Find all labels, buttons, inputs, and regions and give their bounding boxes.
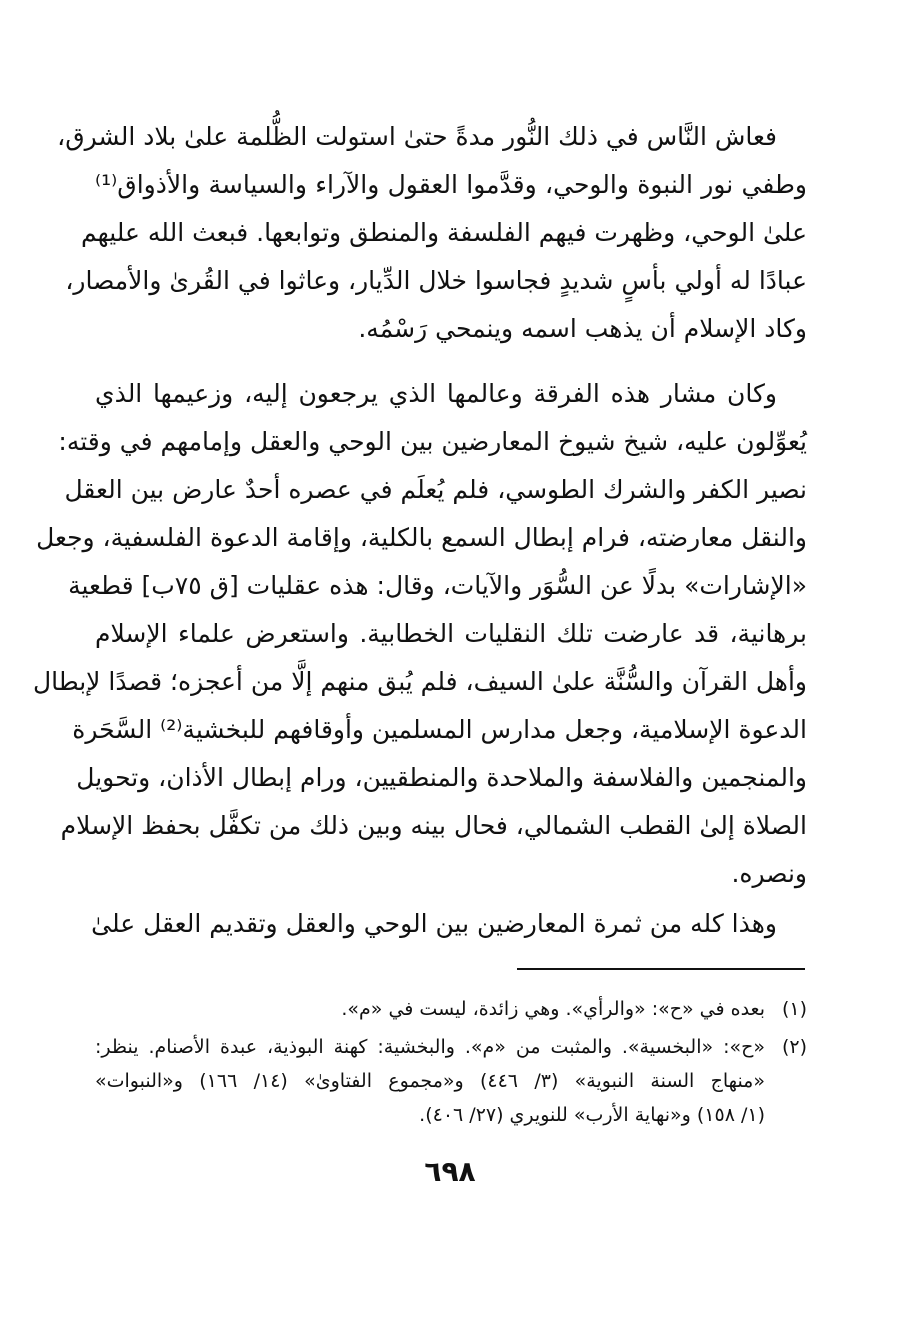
footnotes: [95, 992, 807, 1132]
footnote-line: بعده في «ح»: «والرأي». وهي زائدة، ليست في «م».: [341, 998, 765, 1020]
text-line: «الإشارات» بدلًا عن السُّوَر والآيات، وقال: هذه عقليات [ق ٧٥ب] قطعية: [68, 571, 807, 600]
text-line: وطفي نور النبوة والوحي، وقدَّموا العقول والآراء والسياسة والأذواق⁽¹⁾: [95, 170, 807, 199]
footnote-separator: [517, 968, 805, 970]
text-line: والنقل معارضته، فرام إبطال السمع بالكلية، وإقامة الدعوة الفلسفية، وجعل: [36, 523, 807, 552]
text-line: وأهل القرآن والسُّنَّة علىٰ السيف، فلم يُبق منهم إلَّا من أعجزه؛ قصدًا لإبطال: [32, 667, 807, 696]
text-line: وكان مشار هذه الفرقة وعالمها الذي يرجعون إليه، وزعيمها الذي: [95, 379, 777, 408]
text-line: فعاش النَّاس في ذلك النُّور مدةً حتىٰ استولت الظُّلمة علىٰ بلاد الشرق،: [57, 122, 777, 151]
footnote-1: [95, 992, 807, 1026]
footnote-number: (١): [781, 998, 807, 1020]
paragraph-3: [91, 900, 807, 948]
page-number: ٦٩٨: [424, 1155, 476, 1188]
footnote-line: «منهاج السنة النبوية» (٣/ ٤٤٦) و«مجموع الفتاوىٰ» (١٤/ ١٦٦) و«النبوات»: [95, 1070, 765, 1092]
paragraph-1: [57, 113, 807, 353]
text-line: وكاد الإسلام أن يذهب اسمه وينمحي رَسْمُه.: [358, 314, 807, 343]
paragraph-2: [32, 370, 807, 898]
footnote-number: (٢): [781, 1036, 807, 1058]
text-line: ونصره.: [731, 859, 807, 888]
text-line: يُعوِّلون عليه، شيخ شيوخ المعارضين بين الوحي والعقل وإمامهم في وقته:: [58, 427, 807, 456]
text-line: عبادًا له أولي بأسٍ شديدٍ فجاسوا خلال الدِّيار، وعاثوا في القُرىٰ والأمصار،: [65, 266, 807, 295]
footnote-line: «ح»: «البخسية». والمثبت من «م». والبخشية: كهنة البوذية، عبدة الأصنام. ينظر:: [95, 1036, 765, 1058]
text-line: وهذا كله من ثمرة المعارضين بين الوحي والعقل وتقديم العقل علىٰ: [91, 909, 777, 938]
text-line: الدعوة الإسلامية، وجعل مدارس المسلمين وأوقافهم للبخشية⁽²⁾ السَّحَرة: [72, 715, 807, 744]
text-line: والمنجمين والفلاسفة والملاحدة والمنطقيين، ورام إبطال الأذان، وتحويل: [76, 763, 807, 792]
footnote-2: [95, 1030, 807, 1132]
footnote-line: (١/ ١٥٨) و«نهاية الأرب» للنويري (٢٧/ ٤٠٦).: [419, 1104, 765, 1126]
text-line: برهانية، قد عارضت تلك النقليات الخطابية. واستعرض علماء الإسلام: [95, 619, 807, 648]
text-line: علىٰ الوحي، وظهرت فيهم الفلسفة والمنطق وتوابعها. فبعث الله عليهم: [81, 218, 807, 247]
text-line: الصلاة إلىٰ القطب الشمالي، فحال بينه وبين ذلك من تكفَّل بحفظ الإسلام: [60, 811, 807, 840]
text-line: نصير الكفر والشرك الطوسي، فلم يُعلَم في عصره أحدٌ عارض بين العقل: [64, 475, 807, 504]
